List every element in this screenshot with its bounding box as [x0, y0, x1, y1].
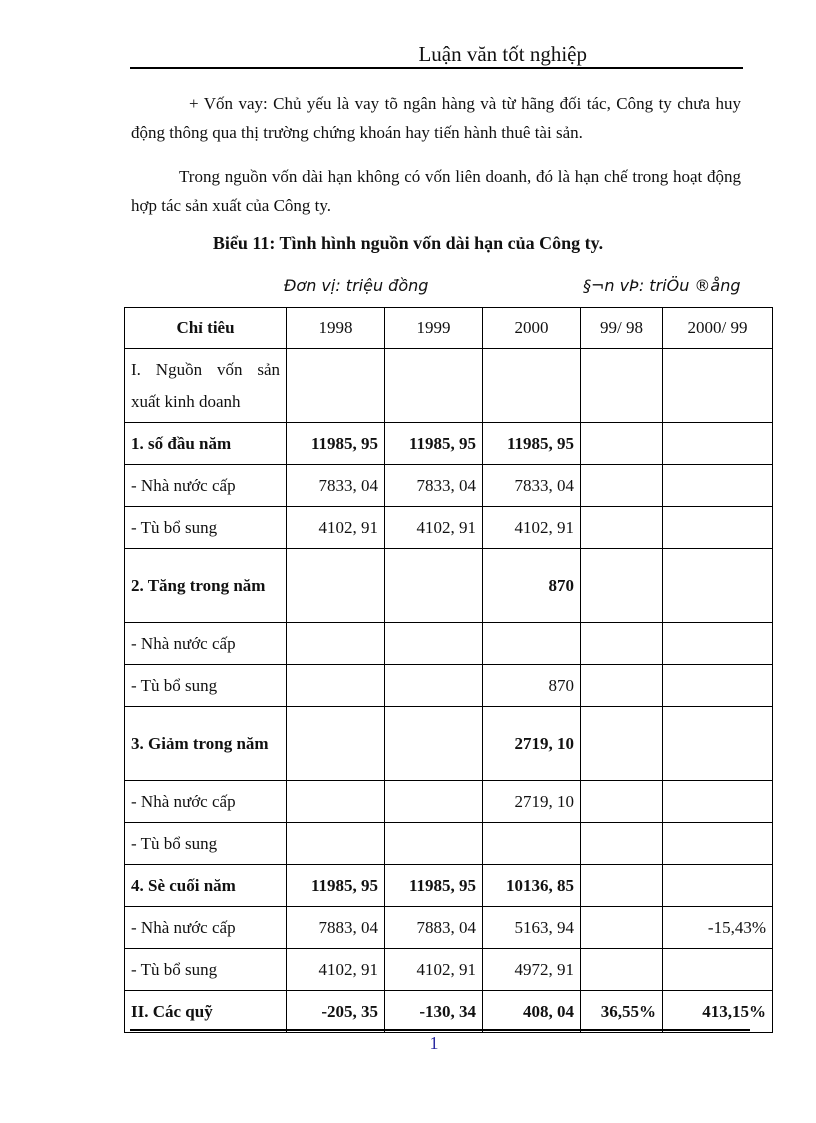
- cell: 11985, 95: [385, 423, 483, 465]
- row-label: 4. Sè cuối năm: [125, 865, 287, 907]
- footer-rule: [130, 1029, 750, 1031]
- cell: [663, 823, 773, 865]
- header-cell-1998: 1998: [287, 308, 385, 349]
- table-row: [125, 465, 773, 507]
- cell: [581, 507, 663, 549]
- cell: [663, 507, 773, 549]
- cell: [287, 665, 385, 707]
- cell: [581, 465, 663, 507]
- table-row: [125, 865, 773, 907]
- cell: 870: [483, 665, 581, 707]
- cell: [581, 549, 663, 623]
- paragraph-joint-venture: Trong nguồn vốn dài hạn không có vốn liên doanh, đó là hạn chế trong hoạt động hợp tác sản xuất của Công ty.: [131, 167, 741, 215]
- cell: [663, 349, 773, 423]
- cell: [385, 707, 483, 781]
- row-label: - Tù bổ sung: [125, 823, 287, 865]
- cell: [287, 549, 385, 623]
- row-label: 3. Giảm trong năm: [125, 707, 287, 781]
- table-row: [125, 423, 773, 465]
- table-row: [125, 949, 773, 991]
- cell: [581, 665, 663, 707]
- cell: [483, 623, 581, 665]
- cell: [385, 549, 483, 623]
- cell: 408, 04: [483, 991, 581, 1033]
- cell: [663, 423, 773, 465]
- unit-label: Đơn vị: triệu đồng: [284, 276, 429, 295]
- cell: -205, 35: [287, 991, 385, 1033]
- cell: -15,43%: [663, 907, 773, 949]
- capital-table: [124, 307, 773, 1033]
- cell: [385, 349, 483, 423]
- cell: 2719, 10: [483, 707, 581, 781]
- cell: [287, 707, 385, 781]
- cell: 7833, 04: [483, 465, 581, 507]
- cell: [287, 623, 385, 665]
- cell: 4102, 91: [385, 949, 483, 991]
- row-label: - Tù bổ sung: [125, 507, 287, 549]
- cell: 7833, 04: [287, 465, 385, 507]
- row-label: - Nhà nước cấp: [125, 465, 287, 507]
- cell: [663, 465, 773, 507]
- table-row: [125, 991, 773, 1033]
- cell: 4102, 91: [385, 507, 483, 549]
- table-caption: Biểu 11: Tình hình nguồn vốn dài hạn của Công ty.: [212, 233, 604, 253]
- table-row: [125, 823, 773, 865]
- cell: [385, 623, 483, 665]
- cell: 7833, 04: [385, 465, 483, 507]
- row-label: - Tù bổ sung: [125, 665, 287, 707]
- row-label: 2. Tăng trong năm: [125, 549, 287, 623]
- cell: 2719, 10: [483, 781, 581, 823]
- cell: [581, 781, 663, 823]
- cell: [663, 549, 773, 623]
- table-header-row: [125, 308, 773, 349]
- cell: [287, 781, 385, 823]
- cell: [663, 707, 773, 781]
- cell: [287, 823, 385, 865]
- page-number: 1: [429, 1033, 439, 1053]
- cell: 4102, 91: [287, 949, 385, 991]
- table-row: [125, 623, 773, 665]
- header-rule: [130, 67, 743, 69]
- cell: [385, 665, 483, 707]
- cell: [483, 823, 581, 865]
- cell: 4102, 91: [287, 507, 385, 549]
- table-row: [125, 349, 773, 423]
- cell: 7883, 04: [385, 907, 483, 949]
- cell: [581, 349, 663, 423]
- cell: 413,15%: [663, 991, 773, 1033]
- cell: 11985, 95: [287, 423, 385, 465]
- cell: 870: [483, 549, 581, 623]
- table-row: [125, 507, 773, 549]
- row-label: - Tù bổ sung: [125, 949, 287, 991]
- cell: [581, 423, 663, 465]
- paragraph-loans: + Vốn vay: Chủ yếu là vay tõ ngân hàng và từ hãng đối tác, Công ty chưa huy động thông qua thị trường chứng khoán hay tiến hành thuê tài sản.: [131, 94, 741, 142]
- row-label: - Nhà nước cấp: [125, 623, 287, 665]
- cell: [663, 949, 773, 991]
- cell: 7883, 04: [287, 907, 385, 949]
- cell: [581, 907, 663, 949]
- header-cell-2000: 2000: [483, 308, 581, 349]
- header-cell-indicator: Chỉ tiêu: [125, 308, 287, 349]
- table-row: [125, 907, 773, 949]
- cell: 11985, 95: [385, 865, 483, 907]
- cell: 5163, 94: [483, 907, 581, 949]
- row-label: - Nhà nước cấp: [125, 907, 287, 949]
- cell: 10136, 85: [483, 865, 581, 907]
- cell: 11985, 95: [287, 865, 385, 907]
- cell: 4972, 91: [483, 949, 581, 991]
- header-cell-99-98: 99/ 98: [581, 308, 663, 349]
- cell: [581, 865, 663, 907]
- cell: [663, 665, 773, 707]
- cell: [581, 823, 663, 865]
- header-cell-2000-99: 2000/ 99: [663, 308, 773, 349]
- cell: -130, 34: [385, 991, 483, 1033]
- cell: [663, 865, 773, 907]
- cell: 4102, 91: [483, 507, 581, 549]
- table-row: [125, 707, 773, 781]
- cell: [483, 349, 581, 423]
- cell: [663, 623, 773, 665]
- table-row: [125, 549, 773, 623]
- table-row: [125, 781, 773, 823]
- cell: [581, 707, 663, 781]
- cell: 36,55%: [581, 991, 663, 1033]
- cell: [663, 781, 773, 823]
- row-label: I. Nguồn vốn sản xuất kinh doanh: [125, 349, 287, 423]
- row-label: II. Các quỹ: [125, 991, 287, 1033]
- cell: 11985, 95: [483, 423, 581, 465]
- cell: [385, 823, 483, 865]
- cell: [385, 781, 483, 823]
- cell: [581, 949, 663, 991]
- row-label: - Nhà nước cấp: [125, 781, 287, 823]
- running-header-title: Luận văn tốt nghiệp: [418, 42, 587, 66]
- row-label: 1. số đầu năm: [125, 423, 287, 465]
- unit-label-garbled: §¬n vÞ: triÖu ®ång: [583, 276, 741, 295]
- cell: [287, 349, 385, 423]
- header-cell-1999: 1999: [385, 308, 483, 349]
- table-row: [125, 665, 773, 707]
- cell: [581, 623, 663, 665]
